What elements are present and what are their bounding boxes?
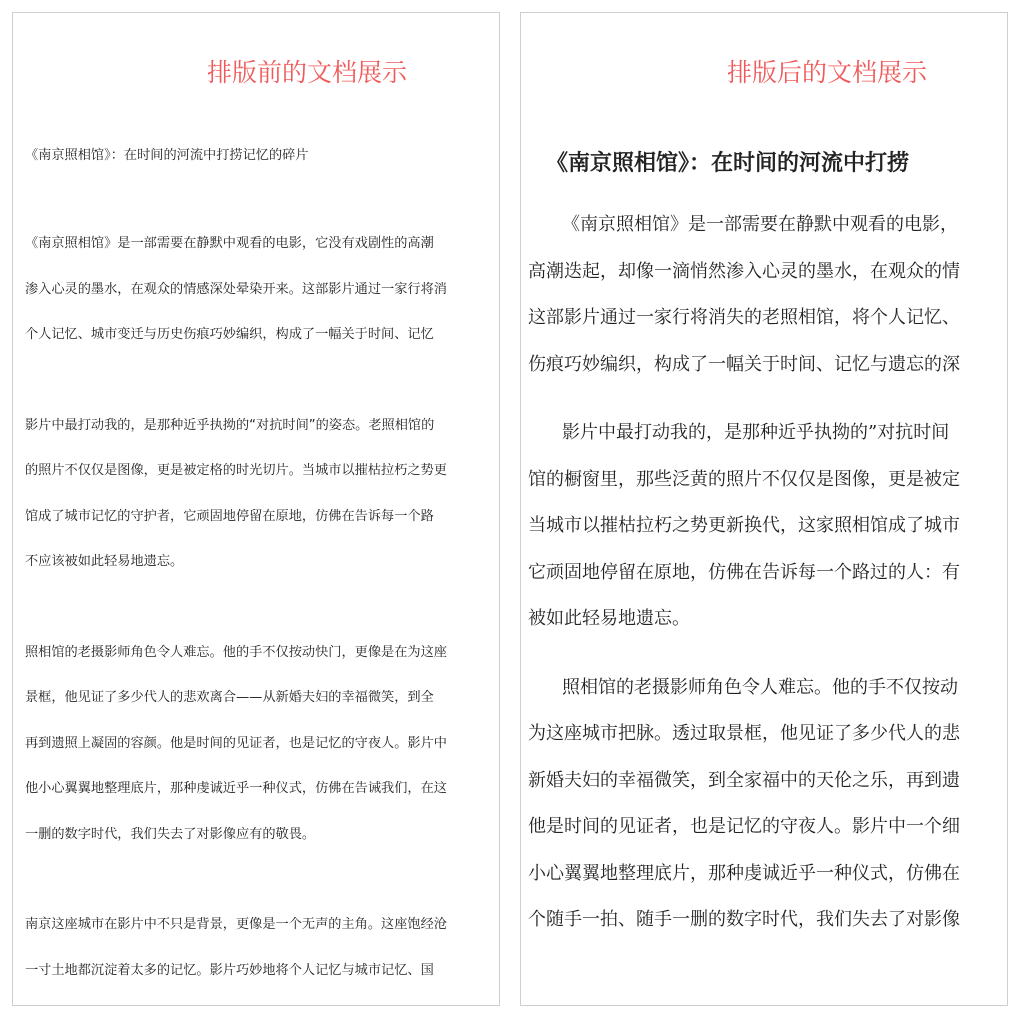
before-paragraph-line: 照相馆的老摄影师角色令人难忘。他的手不仅按动快门，更像是在为这座: [25, 644, 447, 660]
before-paragraph-line: 他小心翼翼地整理底片，那种虔诚近乎一种仪式，仿佛在告诫我们，在这: [25, 781, 447, 796]
after-paragraph-line: 被如此轻易地遗忘。: [528, 608, 690, 629]
before-paragraph-line: 馆成了城市记忆的守护者，它顽固地停留在原地，仿佛在告诉每一个路: [25, 508, 434, 524]
before-paragraph-line: 再到遗照上凝固的容颜。他是时间的见证者，也是记忆的守夜人。影片中: [25, 735, 447, 751]
after-paragraph-line: 这部影片通过一家行将消失的老照相馆，将个人记忆、: [528, 307, 960, 328]
after-paragraph-line: 为这座城市把脉。透过取景框，他见证了多少代人的悲: [528, 723, 960, 744]
before-paragraph: [25, 914, 500, 1005]
before-paragraph: [25, 233, 500, 370]
after-paragraph-line: 高潮迭起，却像一滴悄然渗入心灵的墨水，在观众的情: [528, 260, 960, 282]
after-document: [528, 149, 1008, 975]
after-paragraph: [528, 211, 1008, 397]
after-layout-panel: [520, 12, 1008, 1006]
after-paragraph-line: 影片中最打动我的，是那种近乎执拗的”对抗时间: [562, 422, 950, 443]
after-paragraph-line: 照相馆的老摄影师角色令人难忘。他的手不仅按动: [562, 676, 958, 698]
after-paragraph-line: 当城市以摧枯拉朽之势更新换代，这家照相馆成了城市: [528, 515, 960, 536]
before-paragraph-line: 南京这座城市在影片中不只是背景，更像是一个无声的主角。这座饱经沧: [25, 917, 447, 932]
after-paragraph-line: 馆的橱窗里，那些泛黄的照片不仅仅是图像，更是被定: [528, 468, 960, 490]
before-panel-title: 排版前的文档展示: [207, 58, 408, 87]
before-paragraph: [25, 415, 500, 597]
after-paragraph-line: 个随手一拍、随手一删的数字时代，我们失去了对影像: [528, 909, 960, 930]
before-paragraph-line: 不应该被如此轻易地遗忘。: [25, 554, 184, 569]
after-paragraph-line: 《南京照相馆》是一部需要在静默中观看的电影，: [562, 214, 958, 235]
after-document-heading: 《南京照相馆》：在时间的河流中打捞: [546, 151, 910, 176]
before-paragraph: [25, 642, 500, 870]
after-paragraph: [528, 674, 1008, 953]
before-layout-panel: [12, 12, 500, 1006]
after-paragraph-line: 新婚夫妇的幸福微笑，到全家福中的天伦之乐，再到遗: [528, 769, 960, 791]
after-paragraph-line: 小心翼翼地整理底片，那种虔诚近乎一种仪式，仿佛在: [528, 862, 960, 884]
before-document: [25, 145, 500, 1006]
before-paragraph-line: 影片中最打动我的，是那种近乎执拗的“对抗时间”的姿态。老照相馆的: [25, 417, 435, 433]
before-paragraph-line: 景框，他见证了多少代人的悲欢离合——从新婚夫妇的幸福微笑，到全: [25, 690, 434, 705]
before-paragraph-line: 一删的数字时代，我们失去了对影像应有的敬畏。: [25, 826, 316, 842]
before-paragraph-line: 的照片不仅仅是图像，更是被定格的时光切片。当城市以摧枯拉朽之势更: [25, 463, 447, 478]
after-paragraph-line: 他是时间的见证者，也是记忆的守夜人。影片中一个细: [528, 816, 960, 837]
before-paragraph-line: 个人记忆、城市变迁与历史伤痕巧妙编织，构成了一幅关于时间、记忆: [25, 327, 434, 342]
before-paragraph-line: 渗入心灵的墨水，在观众的情感深处晕染开来。这部影片通过一家行将消: [25, 281, 447, 297]
before-paragraph-line: 一寸土地都沉淀着太多的记忆。影片巧妙地将个人记忆与城市记忆、国: [25, 962, 434, 978]
after-panel-title: 排版后的文档展示: [727, 58, 928, 87]
before-document-heading: 《南京照相馆》：在时间的河流中打捞记忆的碎片: [25, 148, 309, 163]
after-paragraph-line: 伤痕巧妙编织，构成了一幅关于时间、记忆与遗忘的深: [528, 353, 960, 375]
before-paragraph-line: 《南京照相馆》是一部需要在静默中观看的电影，它没有戏剧性的高潮: [25, 236, 434, 251]
after-paragraph: [528, 419, 1008, 652]
after-paragraph-line: 它顽固地停留在原地，仿佛在告诉每一个路过的人：有: [528, 561, 960, 583]
